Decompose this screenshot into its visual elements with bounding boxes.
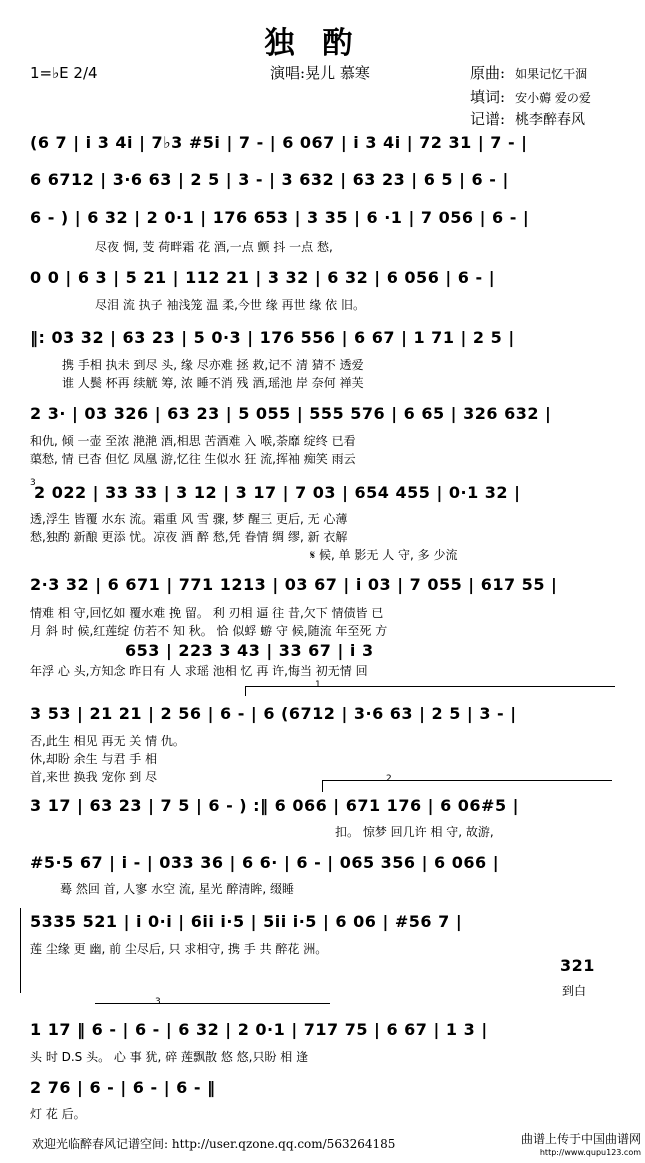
- original-label: 原曲:: [470, 64, 506, 82]
- score-line: 653 | 223 3 43 | 33 67 | i 3: [125, 641, 374, 660]
- tuplet-bracket: [95, 1003, 330, 1004]
- lyric-line: 蓦 然回 首, 人寥 水空 流, 星光 醉清眸, 缀睡: [60, 882, 294, 896]
- score-line: #5·5 67 | i - | 033 36 | 6 6· | 6 - | 065 356 | 6 066 |: [30, 853, 500, 872]
- lyric-line: 灯 花 后。: [30, 1107, 86, 1121]
- footer-text: 欢迎光临醉春风记谱空间: http://user.qzone.qq.com/563264185: [32, 1137, 396, 1151]
- score-line: 2·3 32 | 6 671 | 771 1213 | 03 67 | i 03 | 7 055 | 617 55 |: [30, 575, 558, 594]
- score-line: (6 7 | i 3 4i | 7♭3 #5i | 7 - | 6 067 | i 3 4i | 72 31 | 7 - |: [30, 133, 528, 152]
- lyric-line: 透,浮生 皆覆 水东 流。霜重 风 雪 骤, 梦 醒三 更后, 无 心薄: [30, 512, 348, 526]
- volta-1-number: 1: [315, 680, 321, 690]
- volta-bracket-2: [322, 780, 612, 781]
- lyric-line: 休,却盼 余生 与君 手 相: [30, 752, 158, 766]
- lyric-line: 否,此生 相见 再无 关 情 仇。: [30, 734, 185, 748]
- score-line: 6 - ) | 6 32 | 2 0·1 | 176 653 | 3 35 | 6 ·1 | 7 056 | 6 - |: [30, 208, 530, 227]
- original-credit: [470, 62, 587, 83]
- score-line: 5335 521 | i 0·i | 6ii i·5 | 5ii i·5 | 6 06 | #56 7 |: [30, 912, 463, 931]
- lyricist-credit: [470, 86, 591, 107]
- lyric-line: 谁 人鬓 杯再 续觥 筹, 浓 睡不消 残 酒,瑶池 岸 奈何 禅芙: [62, 376, 364, 390]
- lyric-line: 尽夜 惆, 芰 荷畔霜 花 酒,一点 颤 抖 一点 愁,: [95, 240, 333, 254]
- watermark: [521, 1133, 641, 1159]
- score-line: 6 6712 | 3·6 63 | 2 5 | 3 - | 3 632 | 63 23 | 6 5 | 6 - |: [30, 170, 509, 189]
- lyric-line: 莲 尘缘 更 幽, 前 尘尽后, 只 求相守, 携 手 共 醉花 洲。: [30, 942, 328, 956]
- lyric-line: 首,来世 换我 宠你 到 尽: [30, 770, 158, 784]
- score-line: 2 022 | 33 33 | 3 12 | 3 17 | 7 03 | 654 455 | 0·1 32 |: [34, 483, 521, 502]
- lyric-line: 蕖愁, 情 已杳 但忆 凤凰 游,忆往 生似水 狂 流,挥袖 痴笑 雨云: [30, 452, 356, 466]
- transcriber-credit: [470, 108, 585, 129]
- lyricist-label: 填词:: [470, 88, 506, 106]
- lyric-line: 情难 相 守,回忆如 覆水难 挽 留。 利 刃相 逼 往 昔,欠下 情债皆 已: [30, 606, 384, 620]
- lyric-line: 扣。 惊梦 回几许 相 守, 故游,: [335, 825, 494, 839]
- singer-credit: [270, 62, 370, 83]
- tuplet-number: 3: [155, 997, 161, 1007]
- singer-label: 演唱:: [270, 64, 306, 82]
- lyric-line: 年浮 心 头,方知念 昨日有 人 求瑶 池相 忆 再 许,悔当 初无情 回: [30, 664, 368, 678]
- lyric-line: 𝄋 候, 单 影无 人 守, 多 少流: [310, 548, 458, 562]
- lyric-line: 和仇, 倾 一壶 至浓 滟滟 酒,相思 苦酒难 入 喉,荼靡 绽终 已看: [30, 434, 356, 448]
- volta-2-number: 2: [386, 774, 392, 784]
- watermark-site: 曲谱上传于中国曲谱网: [520, 1132, 641, 1146]
- lyric-line: 头 时 D.S 头。 心 事 犹, 碎 莲飘散 悠 悠,只盼 相 逢: [30, 1050, 309, 1064]
- lyricist-value: 安小薅 爱の爱: [515, 91, 591, 105]
- transcriber-value: 桃李醉春风: [515, 112, 586, 128]
- key-signature: 1=♭E 2/4: [30, 64, 98, 82]
- score-line: 3 53 | 21 21 | 2 56 | 6 - | 6 (6712 | 3·6 63 | 2 5 | 3 - |: [30, 704, 517, 723]
- volta-bracket-2-left: [322, 780, 323, 792]
- volta-bracket-1-left: [245, 686, 246, 696]
- score-line: 0 0 | 6 3 | 5 21 | 112 21 | 3 32 | 6 32 | 6 056 | 6 - |: [30, 268, 496, 287]
- score-line: 1 17 ‖ 6 - | 6 - | 6 32 | 2 0·1 | 717 75 | 6 67 | 1 3 |: [30, 1020, 488, 1039]
- original-value: 如果记忆干涸: [515, 67, 588, 81]
- page-title: 独酌: [264, 26, 381, 61]
- score-line: ‖: 03 32 | 63 23 | 5 0·3 | 176 556 | 6 67 | 1 71 | 2 5 |: [30, 328, 515, 347]
- score-line: 2 76 | 6 - | 6 - | 6 - ‖: [30, 1078, 216, 1097]
- lyric-line: 愁,独酌 新酿 更添 忧。凉夜 酒 醉 愁,凭 眷情 绸 缪, 新 衣解: [30, 530, 348, 544]
- lyric-line: 携 手相 执未 到尽 头, 缘 尽亦难 拯 救,记不 清 猜不 透爱: [62, 358, 364, 372]
- singer-value: 晃儿 慕寒: [305, 64, 370, 82]
- score-line: 2 3· | 03 326 | 63 23 | 5 055 | 555 576 | 6 65 | 326 632 |: [30, 404, 552, 423]
- score-line: 3 17 | 63 23 | 7 5 | 6 - ) :‖ 6 066 | 671 176 | 6 06#5 |: [30, 796, 519, 815]
- lyric-line: 到白: [562, 984, 587, 998]
- lyric-line: 尽泪 流 执子 袖浅笼 温 柔,今世 缘 再世 缘 依 旧。: [95, 298, 365, 312]
- score-line: 321: [560, 956, 595, 975]
- lyric-line: 月 斜 时 候,红莲绽 仿若不 知 秋。 恰 似蜉 蝣 守 候,随流 年至死 方: [30, 624, 388, 638]
- system-bracket-line: [20, 908, 21, 993]
- watermark-url: http://www.qupu123.com: [539, 1148, 641, 1157]
- transcriber-label: 记谱:: [470, 110, 506, 128]
- segno-number: 3: [30, 478, 36, 488]
- volta-bracket-1: [245, 686, 615, 687]
